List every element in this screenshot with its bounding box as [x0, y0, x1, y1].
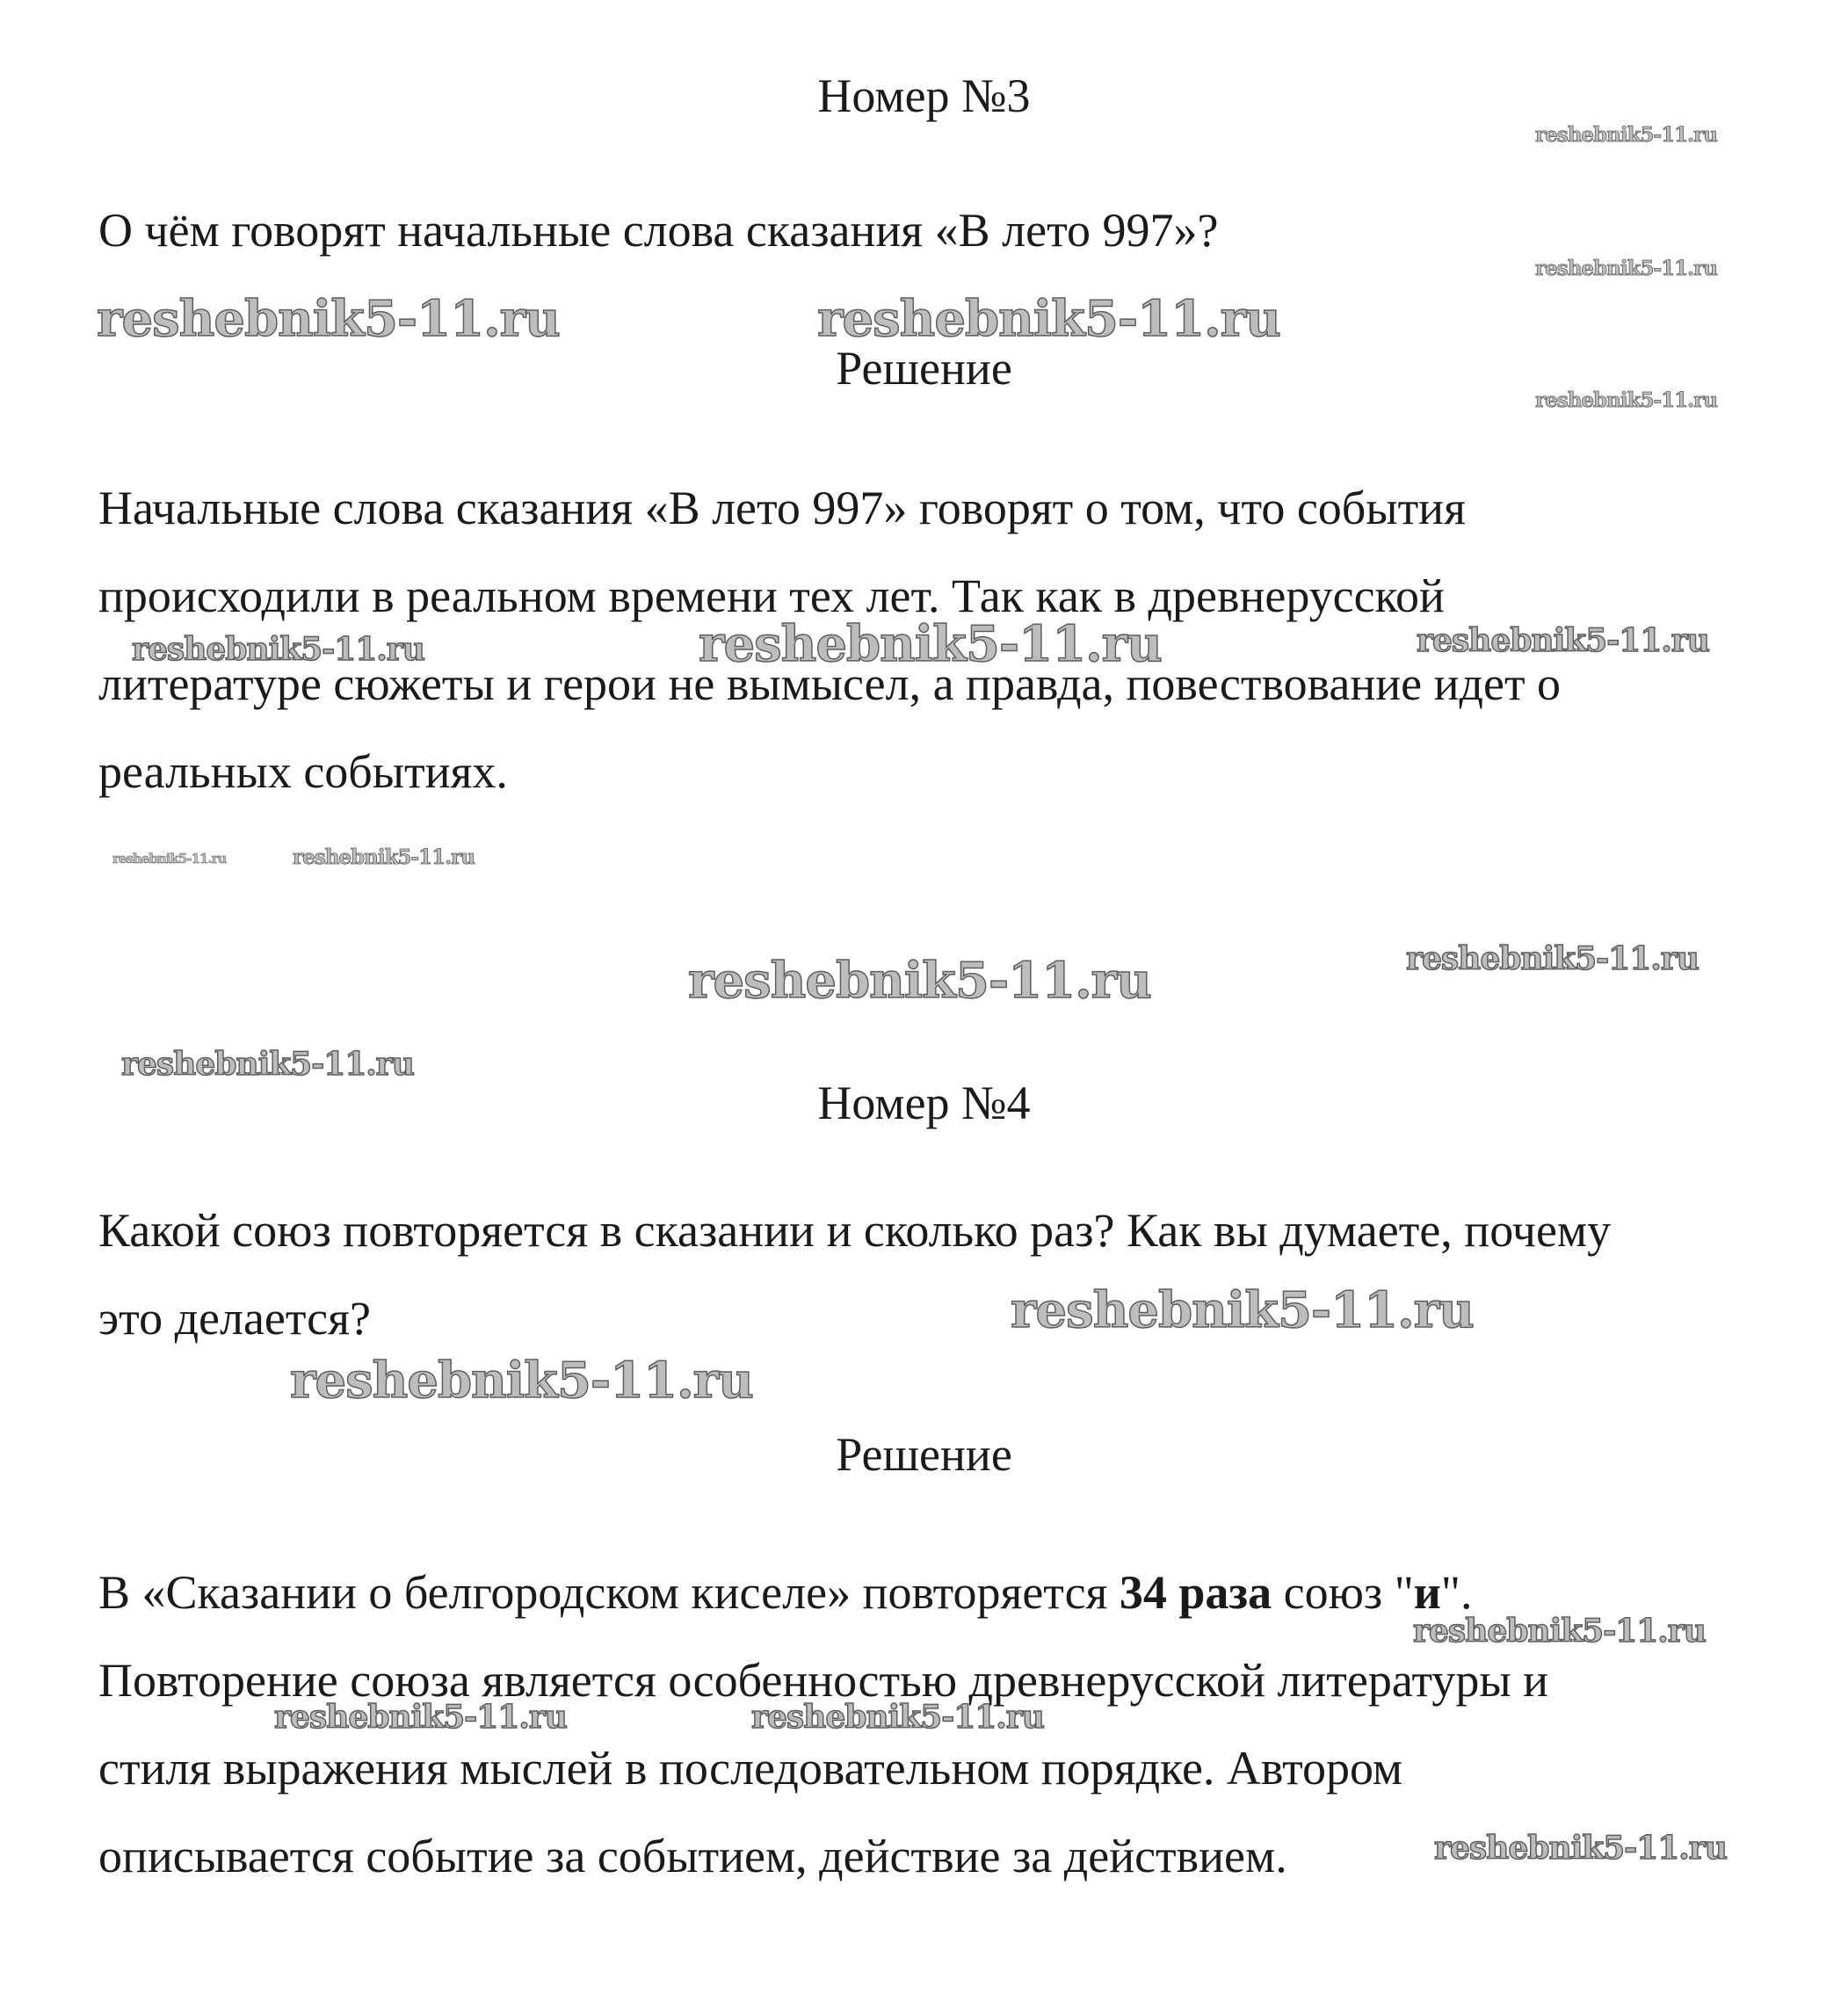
watermark: reshebnik5-11.ru [1413, 1613, 1706, 1650]
watermark: reshebnik5-11.ru [1535, 388, 1717, 412]
count-bold: 34 раза [1119, 1566, 1272, 1619]
task4-title: Номер №4 [817, 1077, 1031, 1129]
conjunction-bold: и [1413, 1566, 1441, 1619]
task3-title: Номер №3 [817, 69, 1031, 122]
watermark: reshebnik5-11.ru [97, 290, 560, 348]
watermark: reshebnik5-11.ru [1011, 1281, 1474, 1339]
watermark: reshebnik5-11.ru [132, 631, 424, 668]
answer-text: ". [1440, 1566, 1473, 1619]
watermark: reshebnik5-11.ru [1406, 940, 1699, 977]
watermark: reshebnik5-11.ru [1535, 123, 1717, 147]
watermark: reshebnik5-11.ru [1535, 257, 1717, 280]
task3-answer-line: литературе сюжеты и герои не вымысел, а правда, повествование идет о [98, 657, 1562, 710]
watermark: reshebnik5-11.ru [699, 615, 1162, 673]
watermark: reshebnik5-11.ru [290, 1352, 753, 1410]
watermark: reshebnik5-11.ru [817, 290, 1280, 348]
answer-text: В «Сказании о белгородском киселе» повторяется [98, 1566, 1120, 1619]
task4-answer-line: Повторение союза является особенностью древнерусской литературы и [98, 1654, 1549, 1707]
task3-answer-line: происходили в реальном времени тех лет. Так как в древнерусской [98, 569, 1445, 622]
watermark: reshebnik5-11.ru [112, 851, 227, 867]
answer-text: союз " [1272, 1566, 1414, 1619]
watermark: reshebnik5-11.ru [121, 1046, 414, 1083]
task4-answer-line: стиля выражения мыслей в последовательном порядке. Автором [98, 1742, 1403, 1795]
task4-solution-label: Решение [836, 1428, 1012, 1481]
watermark: reshebnik5-11.ru [1434, 1830, 1727, 1867]
watermark: reshebnik5-11.ru [688, 952, 1151, 1010]
task4-question-line: Какой союз повторяется в сказании и сколько раз? Как вы думаете, почему [98, 1204, 1612, 1257]
watermark: reshebnik5-11.ru [1417, 622, 1709, 659]
task4-question-line: это делается? [98, 1292, 371, 1345]
task4-answer-line: описывается событие за событием, действие за действием. [98, 1830, 1287, 1882]
task3-answer-line: реальных событиях. [98, 745, 508, 798]
task3-answer-line: Начальные слова сказания «В лето 997» говорят о том, что события [98, 482, 1466, 534]
watermark: reshebnik5-11.ru [293, 845, 475, 869]
watermark: reshebnik5-11.ru [274, 1699, 567, 1736]
task3-solution-label: Решение [836, 342, 1012, 395]
task3-question: О чём говорят начальные слова сказания «В лето 997»? [98, 204, 1219, 257]
task4-answer-line [98, 1565, 1472, 1620]
watermark: reshebnik5-11.ru [751, 1699, 1044, 1736]
